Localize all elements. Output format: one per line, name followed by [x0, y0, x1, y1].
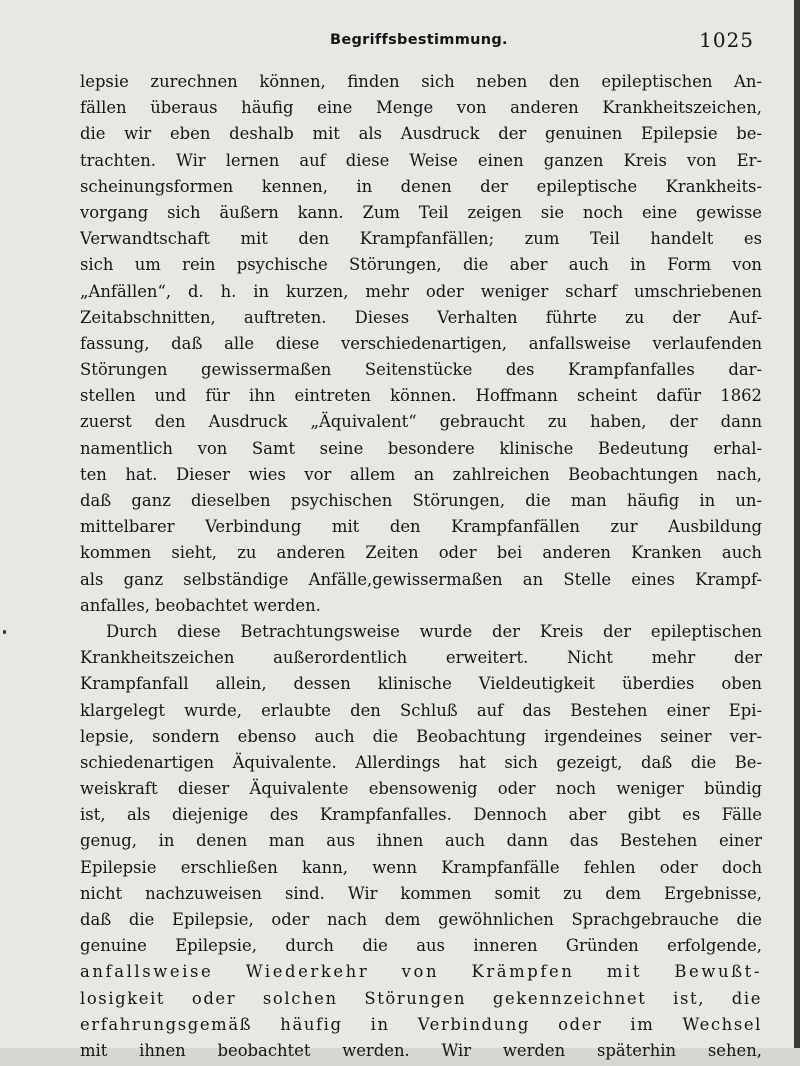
text-line: klargelegt wurde, erlaubte den Schluß auf das Bestehen einer Epi- — [80, 700, 762, 720]
text-line: daß ganz dieselben psychischen Störungen, die man häufig in un- — [80, 491, 762, 510]
text-line: Krampfanfall allein, dessen klinische Vieldeutigkeit überdies oben — [80, 674, 762, 694]
text-line: vorgang sich äußern kann. Zum Teil zeigen sie noch eine gewisse — [80, 202, 762, 222]
running-head-title: Begriffsbestimmung. — [330, 32, 508, 48]
text-line: Störungen gewissermaßen Seitenstücke des Krampfanfalles dar- — [80, 360, 762, 380]
text-line: stellen und für ihn eintreten können. Hoffmann scheint dafür 1862 — [80, 386, 762, 406]
text-line: als ganz selbständige Anfälle,gewissermaßen an Stelle eines Krampf- — [80, 569, 762, 589]
text-line: trachten. Wir lernen auf diese Weise einen ganzen Kreis von Er- — [80, 150, 762, 170]
paragraph-end-line: anfalles, beobachtet werden. — [80, 595, 321, 615]
text-line: genuine Epilepsie, durch die aus inneren Gründen erfolgende, — [80, 936, 762, 956]
text-line: daß die Epilepsie, oder nach dem gewöhnlichen Sprachgebrauche die — [80, 910, 762, 929]
spaced-emphasis-line: losigkeit oder solchen Störungen gekennzeichnet ist, die — [80, 988, 762, 1008]
text-line: namentlich von Samt seine besondere klinische Bedeutung erhal- — [80, 438, 762, 458]
text-line: ist, als diejenige des Krampfanfalles. Dennoch aber gibt es Fälle — [80, 805, 762, 825]
text-line: genug, in denen man aus ihnen auch dann das Bestehen einer — [80, 831, 762, 851]
text-line: Zeitabschnitten, auftreten. Dieses Verhalten führte zu der Auf- — [80, 307, 762, 327]
text-line: weiskraft dieser Äquivalente ebensowenig oder noch weniger bündig — [80, 779, 762, 799]
paragraph-start-line: Durch diese Betrachtungsweise wurde der Kreis der epileptischen — [106, 621, 762, 641]
body-text — [80, 69, 762, 1064]
spaced-emphasis-line: erfahrungsgemäß häufig in Verbindung oder im Wechsel — [80, 1014, 762, 1034]
text-line: Krankheitszeichen außerordentlich erweitert. Nicht mehr der — [80, 648, 762, 668]
text-line: fällen überaus häufig eine Menge von anderen Krankheitszeichen, — [80, 98, 762, 118]
page-edge-shadow — [794, 0, 800, 1066]
text-line: lepsie zurechnen können, finden sich neben den epileptischen An- — [80, 72, 762, 91]
text-line: die wir eben deshalb mit als Ausdruck der genuinen Epilepsie be- — [80, 124, 762, 144]
running-head — [0, 28, 800, 56]
text-line: mit ihnen beobachtet werden. Wir werden späterhin sehen, — [80, 1040, 762, 1060]
text-line: Verwandtschaft mit den Krampfanfällen; zum Teil handelt es — [80, 229, 762, 249]
text-line: „Anfällen“, d. h. in kurzen, mehr oder weniger scharf umschriebenen — [80, 281, 762, 301]
text-line: mittelbarer Verbindung mit den Krampfanfällen zur Ausbildung — [80, 517, 762, 537]
text-line: sich um rein psychische Störungen, die aber auch in Form von — [80, 255, 762, 275]
text-line: Epilepsie erschließen kann, wenn Krampfanfälle fehlen oder doch — [80, 857, 762, 877]
text-line: lepsie, sondern ebenso auch die Beobachtung irgendeines seiner ver- — [80, 726, 762, 746]
spaced-emphasis-line: anfallsweise Wiederkehr von Krämpfen mit Bewußt- — [80, 962, 762, 982]
text-line: scheinungsformen kennen, in denen der epileptische Krankheits- — [80, 176, 762, 196]
text-line: nicht nachzuweisen sind. Wir kommen somit zu dem Ergebnisse, — [80, 883, 762, 903]
text-line: fassung, daß alle diese verschiedenartigen, anfallsweise verlaufenden — [80, 333, 762, 353]
text-line: kommen sieht, zu anderen Zeiten oder bei anderen Kranken auch — [80, 543, 762, 563]
text-line: ten hat. Dieser wies vor allem an zahlreichen Beobachtungen nach, — [80, 464, 762, 484]
text-line: schiedenartigen Äquivalente. Allerdings hat sich gezeigt, daß die Be- — [80, 752, 762, 772]
page-number: 1025 — [699, 28, 754, 52]
text-line: zuerst den Ausdruck „Äquivalent“ gebraucht zu haben, der dann — [80, 412, 762, 432]
margin-speck — [3, 630, 6, 634]
